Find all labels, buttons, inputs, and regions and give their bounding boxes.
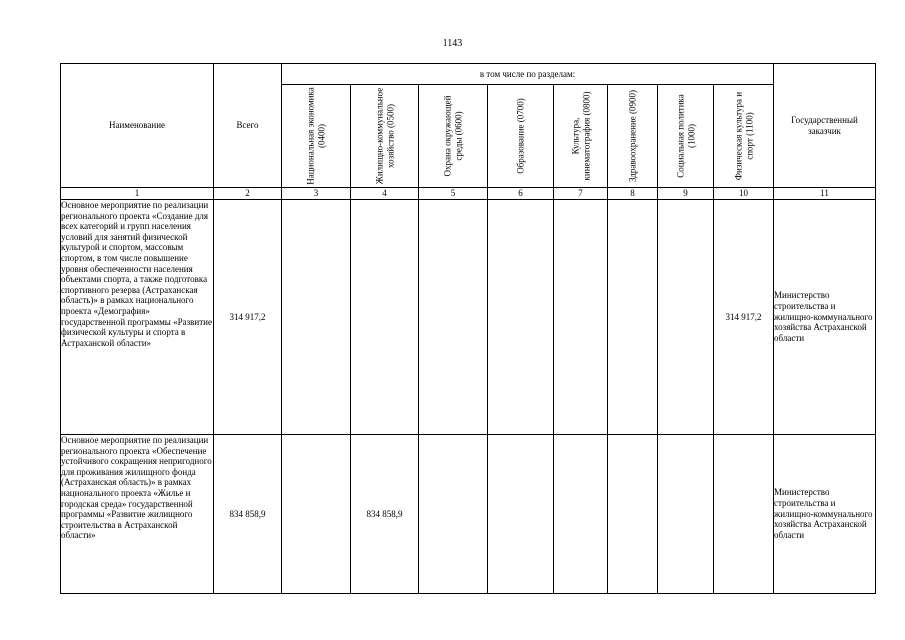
table-row — [61, 435, 876, 594]
header-total: Всего — [214, 64, 282, 188]
row-name: Основное мероприятие по реализации регионального проекта «Обеспечение устойчивого сокращения непригодного для проживания жилищного фонда (Астраханская область)» в рамках национального проекта «Жилье и городская среда» государственной программы «Развитие жилищного строительства в Астраханской области» — [61, 435, 214, 594]
budget-table — [60, 63, 876, 594]
column-number-row — [61, 188, 876, 200]
header-name: Наименование — [61, 64, 214, 188]
header-section-0600: Охрана окружающей среды (0600) — [419, 85, 488, 188]
header-section-1000: Социальная политика (1000) — [658, 85, 714, 188]
header-section-0900: Здравоохранение (0900) — [608, 85, 658, 188]
row-name: Основное мероприятие по реализации регионального проекта «Создание для всех категорий и групп населения условий для занятий физической культурой и спортом, массовым спортом, в том числе повышение уровня обеспеченности населения объектами спорта, а также подготовка спортивного резерва (Астраханская область)» в рамках национального проекта «Демография» государственной программы «Развитие физической культуры и спорта в Астраханской области» — [61, 200, 214, 435]
column-number: 1 — [61, 188, 214, 200]
row-total: 314 917,2 — [214, 200, 282, 435]
column-number: 3 — [282, 188, 351, 200]
row-section-value — [554, 200, 608, 435]
column-number: 7 — [554, 188, 608, 200]
column-number: 5 — [419, 188, 488, 200]
column-number: 10 — [714, 188, 774, 200]
table-row — [61, 200, 876, 435]
row-section-value: 314 917,2 — [714, 200, 774, 435]
row-section-value — [419, 435, 488, 594]
column-number: 9 — [658, 188, 714, 200]
column-number: 2 — [214, 188, 282, 200]
row-section-value — [608, 200, 658, 435]
row-section-value — [714, 435, 774, 594]
header-customer: Государственный заказчик — [774, 64, 876, 188]
column-number: 8 — [608, 188, 658, 200]
column-number: 6 — [488, 188, 554, 200]
row-section-value — [608, 435, 658, 594]
row-section-value — [282, 200, 351, 435]
header-section-0400: Национальная экономика (0400) — [282, 85, 351, 188]
row-section-value — [351, 200, 419, 435]
column-number: 4 — [351, 188, 419, 200]
row-customer: Министерство строительства и жилищно-коммунального хозяйства Астраханской области — [774, 435, 876, 594]
header-section-0800: Культура, кинематография (0800) — [554, 85, 608, 188]
row-section-value — [488, 200, 554, 435]
row-section-value — [554, 435, 608, 594]
header-section-0500: Жилищно-коммунальное хозяйство (0500) — [351, 85, 419, 188]
header-section-0700: Образование (0700) — [488, 85, 554, 188]
row-section-value — [282, 435, 351, 594]
row-section-value — [488, 435, 554, 594]
row-customer: Министерство строительства и жилищно-коммунального хозяйства Астраханской области — [774, 200, 876, 435]
header-sections-caption: в том числе по разделам: — [282, 64, 774, 85]
row-section-value — [658, 200, 714, 435]
row-total: 834 858,9 — [214, 435, 282, 594]
row-section-value — [419, 200, 488, 435]
page-number: 1143 — [442, 38, 463, 49]
row-section-value — [658, 435, 714, 594]
row-section-value: 834 858,9 — [351, 435, 419, 594]
column-number: 11 — [774, 188, 876, 200]
header-section-1100: Физическая культура и спорт (1100) — [714, 85, 774, 188]
